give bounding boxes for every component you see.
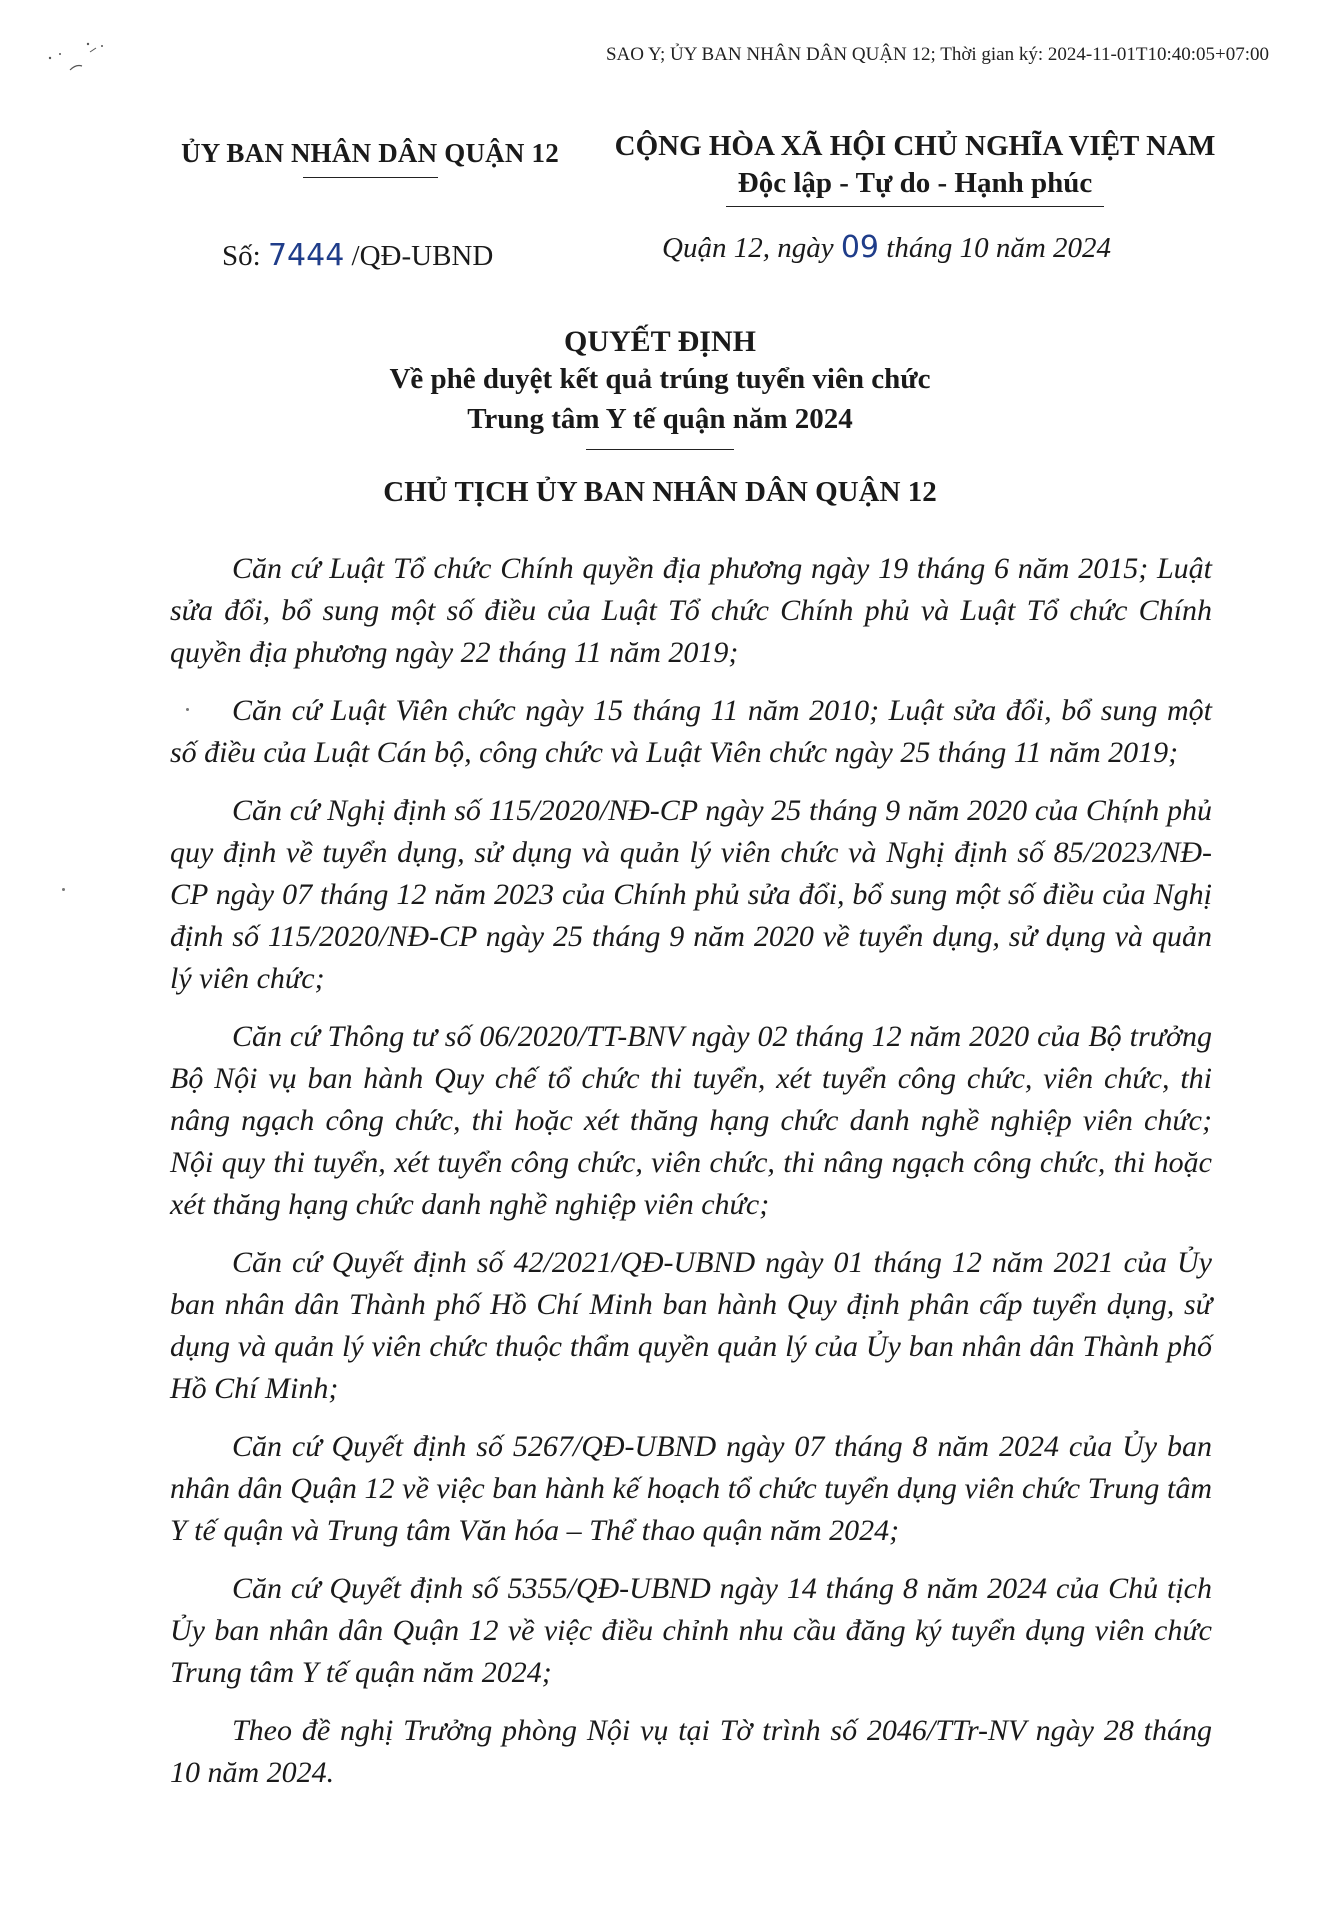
paragraph: Theo đề nghị Trưởng phòng Nội vụ tại Tờ trình số 2046/TTr-NV ngày 28 tháng 10 năm 2024. <box>170 1714 1212 1789</box>
paragraph: Căn cứ Quyết định số 42/2021/QĐ-UBND ngày 01 tháng 12 năm 2021 của Ủy ban nhân dân Thành phố Hồ Chí Minh ban hành Quy định phân cấp tuyển dụng, sử dụng và quản lý viên chức thuộc thẩm quyền quản lý của Ủy ban nhân dân Thành phố Hồ Chí Minh; <box>170 1246 1212 1405</box>
handwritten-number: 7444 <box>267 238 345 273</box>
issue-date <box>662 230 1111 265</box>
subject-line-2: Trung tâm Y tế quận năm 2024 <box>467 403 853 435</box>
digital-signature-stamp: SAO Y; ỦY BAN NHÂN DÂN QUẬN 12; Thời gian ký: 2024-11-01T10:40:05+07:00 <box>605 44 1269 65</box>
handwritten-day: 09 <box>840 230 880 265</box>
issuer-underline <box>303 177 438 178</box>
paragraph: Căn cứ Luật Viên chức ngày 15 tháng 11 năm 2010; Luật sửa đổi, bổ sung một số điều của Luật Cán bộ, công chức và Luật Viên chức ngày 25 tháng 11 năm 2019; <box>170 694 1212 769</box>
national-heading <box>600 130 1230 207</box>
nation-name: CỘNG HÒA XÃ HỘI CHỦ NGHĨA VIỆT NAM <box>614 130 1216 162</box>
number-prefix: Số: <box>222 240 261 272</box>
decision-title <box>160 325 1160 450</box>
date-rest: tháng 10 năm 2024 <box>886 232 1112 264</box>
date-place: Quận 12, ngày <box>662 232 834 264</box>
motto-underline <box>726 206 1104 207</box>
subject-line-1: Về phê duyệt kết quả trúng tuyển viên chức <box>389 363 931 395</box>
legal-bases <box>170 548 1212 1810</box>
title-underline <box>586 449 734 450</box>
issuing-authority: CHỦ TỊCH ỦY BAN NHÂN DÂN QUẬN 12 <box>383 476 937 508</box>
paragraph: Căn cứ Luật Tổ chức Chính quyền địa phương ngày 19 tháng 6 năm 2015; Luật sửa đổi, bổ sung một số điều của Luật Tổ chức Chính phủ và Luật Tổ chức Chính quyền địa phương ngày 22 tháng 11 năm 2019; <box>170 552 1212 669</box>
document-type: QUYẾT ĐỊNH <box>564 325 756 358</box>
paragraph: Căn cứ Thông tư số 06/2020/TT-BNV ngày 02 tháng 12 năm 2020 của Bộ trưởng Bộ Nội vụ ban hành Quy chế tổ chức thi tuyển, xét tuyển công chức, viên chức, thi nâng ngạch công chức, thi hoặc xét thăng hạng chức danh nghề nghiệp viên chức; Nội quy thi tuyển, xét tuyển công chức, viên chức, thi nâng ngạch công chức, thi hoặc xét thăng hạng chức danh nghề nghiệp viên chức; <box>170 1020 1212 1221</box>
document-number <box>222 238 493 273</box>
scan-artifact <box>40 30 130 90</box>
scan-dot <box>62 888 65 891</box>
issuer-block <box>165 138 575 178</box>
number-suffix: /QĐ-UBND <box>351 240 494 272</box>
paragraph: Căn cứ Quyết định số 5267/QĐ-UBND ngày 07 tháng 8 năm 2024 của Ủy ban nhân dân Quận 12 về việc ban hành kế hoạch tổ chức tuyển dụng viên chức Trung tâm Y tế quận và Trung tâm Văn hóa – Thể thao quận năm 2024; <box>170 1430 1212 1547</box>
paragraph: Căn cứ Quyết định số 5355/QĐ-UBND ngày 14 tháng 8 năm 2024 của Chủ tịch Ủy ban nhân dân Quận 12 về việc điều chỉnh nhu cầu đăng ký tuyển dụng viên chức Trung tâm Y tế quận năm 2024; <box>170 1572 1212 1689</box>
paragraph: Căn cứ Nghị định số 115/2020/NĐ-CP ngày 25 tháng 9 năm 2020 của Chính phủ quy định về tuyển dụng, sử dụng và quản lý viên chức và Nghị định số 85/2023/NĐ-CP ngày 07 tháng 12 năm 2023 của Chính phủ sửa đổi, bổ sung một số điều của Nghị định số 115/2020/NĐ-CP ngày 25 tháng 9 năm 2020 về tuyển dụng, sử dụng và quản lý viên chức; <box>170 794 1212 995</box>
issuer-name: ỦY BAN NHÂN DÂN QUẬN 12 <box>181 138 559 168</box>
national-motto: Độc lập - Tự do - Hạnh phúc <box>737 167 1093 199</box>
